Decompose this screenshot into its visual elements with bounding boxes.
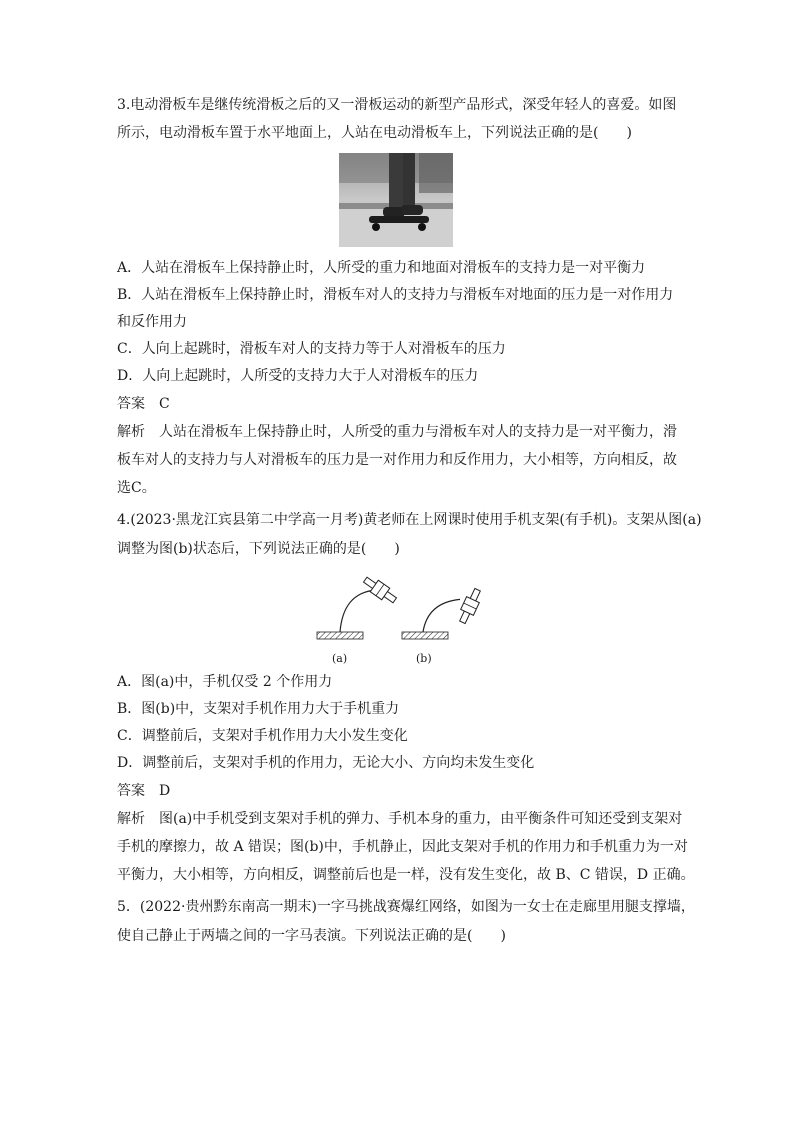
q3-option-a: A．人站在滑板车上保持静止时，人所受的重力和地面对滑板车的支持力是一对平衡力 — [117, 260, 646, 276]
q3-analysis-line3: 选C。 — [117, 480, 156, 496]
q3-answer: 答案 C — [117, 396, 170, 412]
q3-option-d: D．人向上起跳时，人所受的支持力大于人对滑板车的压力 — [117, 368, 479, 384]
q3-option-b-line2: 和反作用力 — [117, 314, 187, 330]
stand-a-graphic — [317, 574, 399, 639]
q4-option-d: D．调整前后，支架对手机的作用力，无论大小、方向均未发生变化 — [117, 755, 535, 771]
figure-label-a: (a) — [332, 652, 348, 665]
q4-analysis-line2: 手机的摩擦力，故 A 错误；图(b)中，手机静止，因此支架对手机的作用力和手机重力为一对 — [117, 839, 688, 855]
q3-stem-line1: 3.电动滑板车是继传统滑板之后的又一滑板运动的新型产品形式，深受年轻人的喜爱。如图 — [117, 97, 677, 113]
q4-analysis-line1: 解析 图(a)中手机受到支架对手机的弹力、手机本身的重力，由平衡条件可知还受到支架对 — [117, 811, 683, 827]
q3-option-c: C．人向上起跳时，滑板车对人的支持力等于人对滑板车的压力 — [117, 341, 506, 357]
q4-option-c: C．调整前后，支架对手机作用力大小发生变化 — [117, 728, 408, 744]
q4-option-a: A．图(a)中，手机仅受 2 个作用力 — [117, 674, 333, 690]
stand-b-phone-graphic — [446, 578, 496, 638]
q4-answer: 答案 D — [117, 783, 171, 799]
q5-stem-line1: 5．(2022·贵州黔东南高一期末)一字马挑战赛爆红网络，如图为一女士在走廊里用腿支撑墙， — [117, 899, 695, 915]
q3-analysis-line1: 解析 人站在滑板车上保持静止时，人所受的重力与滑板车对人的支持力是一对平衡力，滑 — [117, 424, 677, 440]
q4-stem-line2: 调整为图(b)状态后，下列说法正确的是( ) — [117, 541, 400, 557]
stand-b-phone — [446, 578, 496, 638]
skateboard-photo-graphic — [339, 153, 453, 247]
q4-option-b: B．图(b)中，支架对手机作用力大于手机重力 — [117, 701, 400, 717]
skateboard-photo — [339, 153, 453, 247]
q5-stem-line2: 使自己静止于两墙之间的一字马表演。下列说法正确的是( ) — [117, 928, 506, 944]
figure-label-b: (b) — [416, 652, 432, 665]
q3-stem-line2: 所示，电动滑板车置于水平地面上，人站在电动滑板车上，下列说法正确的是( ) — [117, 125, 632, 141]
q3-analysis-line2: 板车对人的支持力与人对滑板车的压力是一对作用力和反作用力，大小相等，方向相反，故 — [117, 452, 677, 468]
q4-stem-line1: 4.(2023·黑龙江宾县第二中学高一月考)黄老师在上网课时使用手机支架(有手机)。支架从图(a) — [117, 512, 702, 528]
q3-option-b-line1: B．人站在滑板车上保持静止时，滑板车对人的支持力与滑板车对地面的压力是一对作用力 — [117, 287, 674, 303]
q4-analysis-line3: 平衡力，大小相等，方向相反，调整前后也是一样，没有发生变化，故 B、C 错误，D 正确。 — [117, 867, 695, 883]
